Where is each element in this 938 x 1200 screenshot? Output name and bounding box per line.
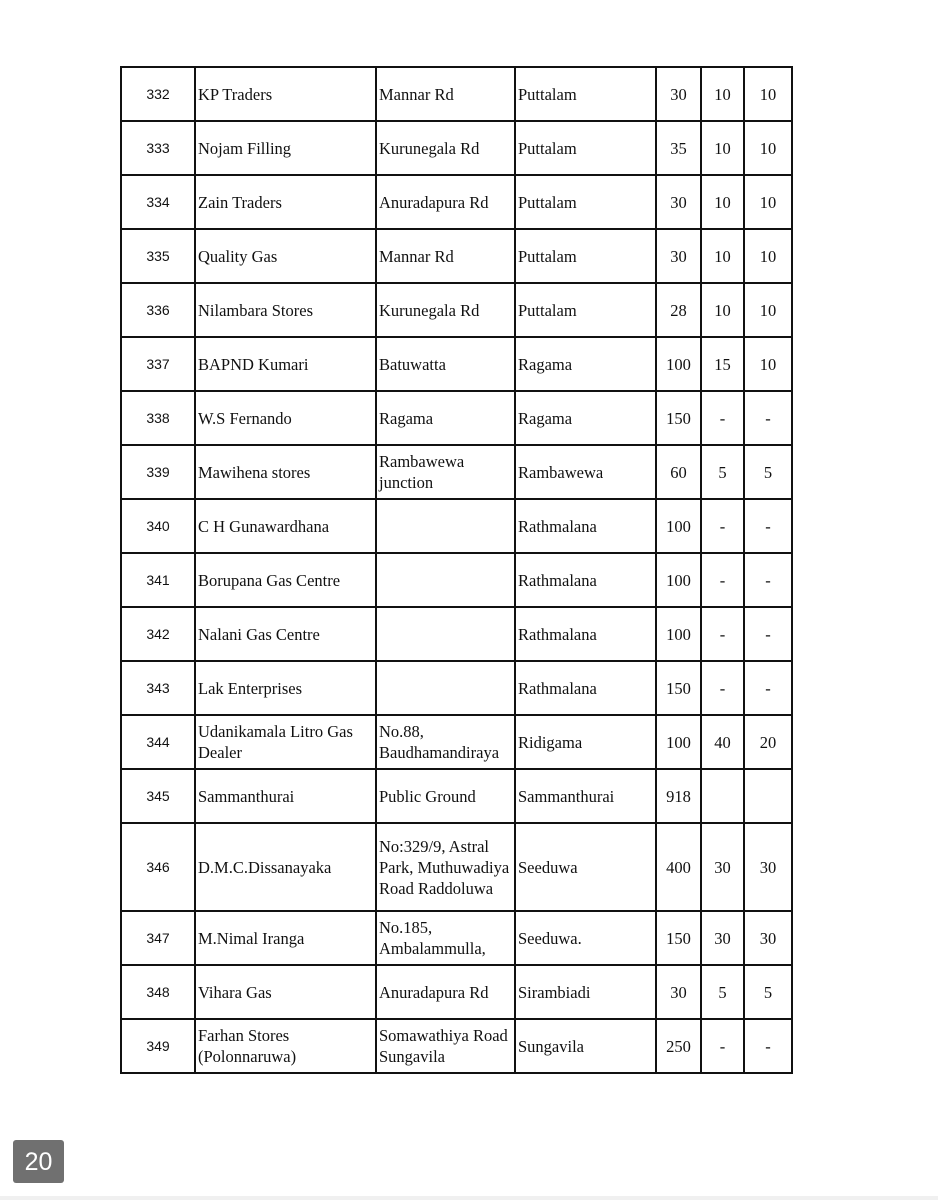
dealer-name: Sammanthurai [195,769,376,823]
quantity-cell: 250 [656,1019,701,1073]
dealer-address: Rambawewa junction [376,445,515,499]
dealer-address: Anuradapura Rd [376,965,515,1019]
table-row [121,715,792,769]
dealer-name: Vihara Gas [195,965,376,1019]
allocation-b-cell: 10 [744,283,792,337]
quantity-cell: 30 [656,67,701,121]
quantity-cell: 30 [656,965,701,1019]
dealer-name: Lak Enterprises [195,661,376,715]
dealer-area: Ragama [515,337,656,391]
dealer-area: Sungavila [515,1019,656,1073]
allocation-a-cell: 10 [701,175,744,229]
dealer-area: Ragama [515,391,656,445]
quantity-cell: 150 [656,911,701,965]
allocation-b-cell: - [744,391,792,445]
dealer-name: BAPND Kumari [195,337,376,391]
quantity-cell: 30 [656,229,701,283]
row-number: 336 [121,283,195,337]
table-row [121,229,792,283]
dealer-area: Seeduwa [515,823,656,911]
dealer-area: Rathmalana [515,499,656,553]
table-row [121,607,792,661]
dealer-address: No.88, Baudhamandiraya [376,715,515,769]
quantity-cell: 100 [656,607,701,661]
dealer-name: Mawihena stores [195,445,376,499]
dealer-name: Zain Traders [195,175,376,229]
row-number: 340 [121,499,195,553]
allocation-a-cell: 5 [701,965,744,1019]
row-number: 333 [121,121,195,175]
dealer-area: Puttalam [515,175,656,229]
bottom-divider [0,1196,938,1200]
table-row [121,337,792,391]
allocation-a-cell [701,769,744,823]
allocation-a-cell: - [701,661,744,715]
dealer-area: Sammanthurai [515,769,656,823]
dealer-name: D.M.C.Dissanayaka [195,823,376,911]
row-number: 348 [121,965,195,1019]
quantity-cell: 100 [656,499,701,553]
row-number: 349 [121,1019,195,1073]
allocation-b-cell: 10 [744,337,792,391]
dealer-area: Rathmalana [515,607,656,661]
allocation-b-cell: 10 [744,175,792,229]
dealer-area: Sirambiadi [515,965,656,1019]
allocation-a-cell: - [701,499,744,553]
dealer-address: No:329/9, Astral Park, Muthuwadiya Road Raddoluwa [376,823,515,911]
allocation-b-cell: - [744,499,792,553]
dealer-address: Batuwatta [376,337,515,391]
row-number: 341 [121,553,195,607]
table-row [121,769,792,823]
table-row [121,823,792,911]
allocation-b-cell: 20 [744,715,792,769]
dealer-address: Mannar Rd [376,67,515,121]
dealer-address: Mannar Rd [376,229,515,283]
dealer-name: Nilambara Stores [195,283,376,337]
table-row [121,391,792,445]
allocation-b-cell: 10 [744,121,792,175]
table-row [121,445,792,499]
allocation-b-cell: 30 [744,823,792,911]
dealer-address: Kurunegala Rd [376,283,515,337]
allocation-a-cell: 30 [701,911,744,965]
allocation-a-cell: 10 [701,229,744,283]
row-number: 342 [121,607,195,661]
dealer-name: Quality Gas [195,229,376,283]
dealer-table [120,66,793,1074]
dealer-area: Puttalam [515,121,656,175]
table-row [121,661,792,715]
allocation-a-cell: 10 [701,67,744,121]
row-number: 339 [121,445,195,499]
dealer-address [376,607,515,661]
quantity-cell: 918 [656,769,701,823]
dealer-area: Seeduwa. [515,911,656,965]
quantity-cell: 28 [656,283,701,337]
dealer-address: Somawathiya Road Sungavila [376,1019,515,1073]
table-row [121,175,792,229]
allocation-a-cell: - [701,1019,744,1073]
dealer-area: Ridigama [515,715,656,769]
dealer-area: Puttalam [515,229,656,283]
table-row [121,553,792,607]
dealer-name: Udanikamala Litro Gas Dealer [195,715,376,769]
quantity-cell: 35 [656,121,701,175]
row-number: 346 [121,823,195,911]
dealer-name: Borupana Gas Centre [195,553,376,607]
table-row [121,121,792,175]
row-number: 332 [121,67,195,121]
allocation-a-cell: - [701,553,744,607]
allocation-a-cell: 40 [701,715,744,769]
allocation-b-cell: 5 [744,965,792,1019]
dealer-area: Rathmalana [515,661,656,715]
row-number: 345 [121,769,195,823]
table-row [121,67,792,121]
allocation-a-cell: 5 [701,445,744,499]
row-number: 337 [121,337,195,391]
row-number: 343 [121,661,195,715]
row-number: 334 [121,175,195,229]
table-row [121,1019,792,1073]
allocation-a-cell: - [701,391,744,445]
dealer-name: Nalani Gas Centre [195,607,376,661]
allocation-a-cell: 30 [701,823,744,911]
allocation-b-cell [744,769,792,823]
quantity-cell: 100 [656,337,701,391]
dealer-name: Nojam Filling [195,121,376,175]
allocation-a-cell: 10 [701,121,744,175]
allocation-b-cell: - [744,661,792,715]
dealer-name: Farhan Stores (Polonnaruwa) [195,1019,376,1073]
dealer-address: Kurunegala Rd [376,121,515,175]
quantity-cell: 100 [656,553,701,607]
dealer-area: Rambawewa [515,445,656,499]
dealer-name: M.Nimal Iranga [195,911,376,965]
table-row [121,911,792,965]
dealer-area: Puttalam [515,283,656,337]
page-number-badge: 20 [13,1140,64,1183]
dealer-name: W.S Fernando [195,391,376,445]
table-row [121,499,792,553]
dealer-address [376,499,515,553]
allocation-a-cell: 10 [701,283,744,337]
dealer-address: Public Ground [376,769,515,823]
allocation-b-cell: 10 [744,229,792,283]
allocation-a-cell: - [701,607,744,661]
dealer-area: Puttalam [515,67,656,121]
allocation-b-cell: 30 [744,911,792,965]
quantity-cell: 100 [656,715,701,769]
allocation-b-cell: - [744,1019,792,1073]
allocation-b-cell: - [744,553,792,607]
dealer-area: Rathmalana [515,553,656,607]
allocation-b-cell: 5 [744,445,792,499]
dealer-address [376,553,515,607]
quantity-cell: 150 [656,661,701,715]
dealer-address: Anuradapura Rd [376,175,515,229]
dealer-name: C H Gunawardhana [195,499,376,553]
allocation-a-cell: 15 [701,337,744,391]
dealer-address [376,661,515,715]
dealer-address: No.185, Ambalammulla, [376,911,515,965]
row-number: 347 [121,911,195,965]
row-number: 335 [121,229,195,283]
quantity-cell: 150 [656,391,701,445]
table-row [121,283,792,337]
row-number: 338 [121,391,195,445]
quantity-cell: 30 [656,175,701,229]
quantity-cell: 400 [656,823,701,911]
allocation-b-cell: 10 [744,67,792,121]
dealer-address: Ragama [376,391,515,445]
quantity-cell: 60 [656,445,701,499]
table-row [121,965,792,1019]
allocation-b-cell: - [744,607,792,661]
row-number: 344 [121,715,195,769]
dealer-name: KP Traders [195,67,376,121]
